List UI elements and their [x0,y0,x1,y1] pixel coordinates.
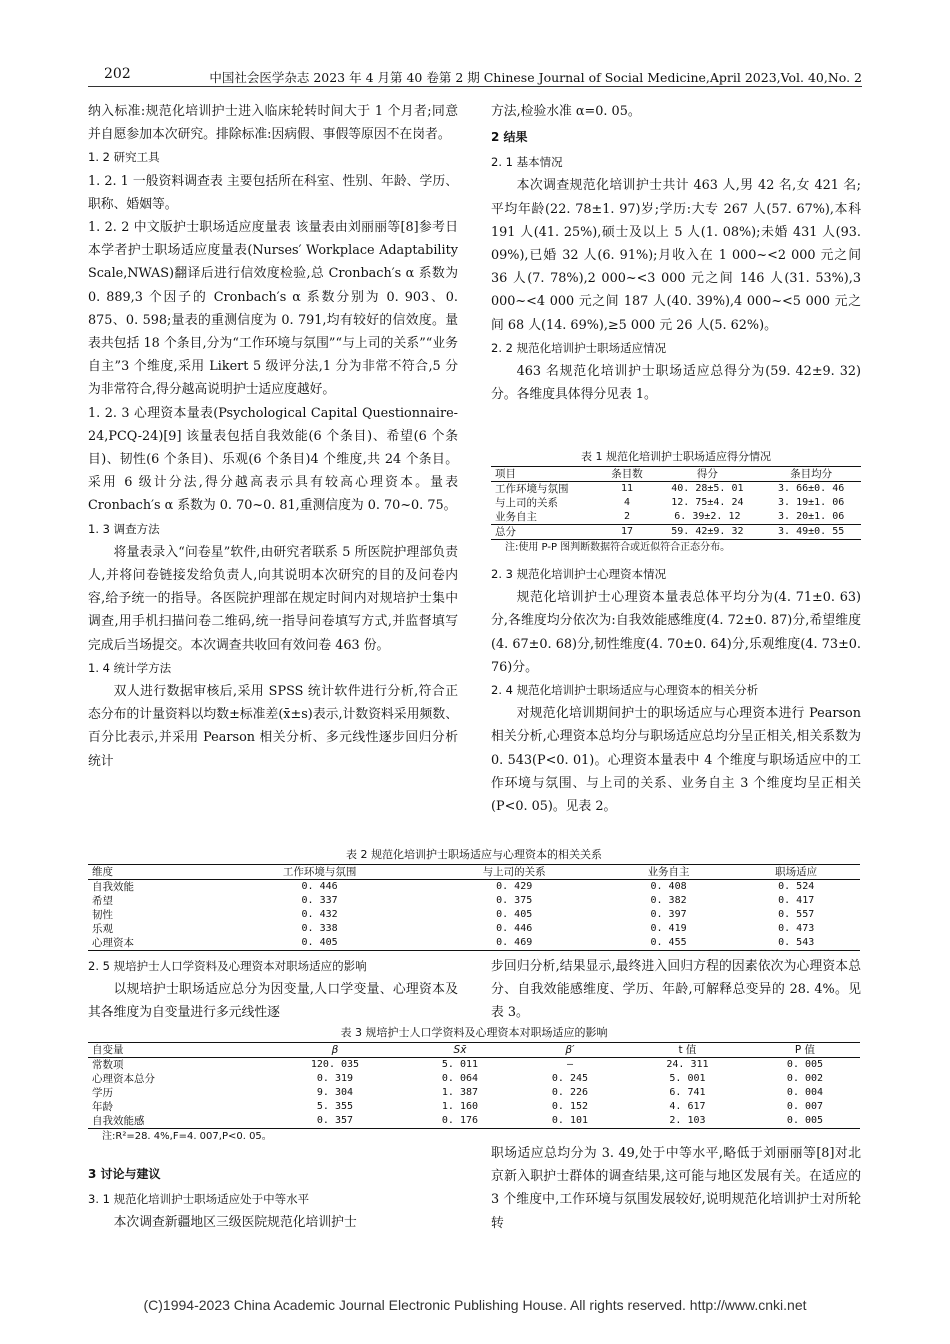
table-cell: 1. 387 [441,1087,479,1098]
table-cell: 0. 005 [786,1059,824,1070]
para-2-1: 本次调查规范化培训护士共计 463 人,男 42 名,女 421 名;平均年龄(22. 78±1. 97)岁;学历:大专 267 人(57. 67%),本科 191 人(41. 25%),硕士及以上 5 人(1. 08%);未婚 431 人(93. 09%),已婚 32 人(6. 91%);月收入在 1 000~<2 000 元之间 36 人(7. 78%),2 000~<3 000 元之间 146 人(31. 53%),3 000~<4 000 元之间 187 人(40. 39%),4 000~<5 000 元之间 68 人(14. 69%),≥5 000 元 26 人(5. 62%)。 [491,178,861,333]
table-3 [88,1024,860,1144]
table-cell: 0. 405 [301,937,338,948]
table-cell: 工作环境与氛围 [495,483,569,495]
table-cell: 3. 66±0. 46 [778,483,845,494]
table-3-header: t 值 [678,1044,697,1056]
table-3-header: β [331,1044,339,1056]
table-row [491,482,861,497]
heading-2-1: 2. 1 基本情况 [491,155,563,170]
table-cell: 40. 28±5. 01 [671,483,744,494]
table-row [88,1072,860,1086]
table-cell: 0. 419 [650,923,687,934]
left-column-top [88,100,458,773]
table-cell: 11 [620,483,633,494]
table-row [88,1058,860,1073]
table-1-header: 条目数 [611,468,643,480]
table-cell: 0. 405 [496,909,533,920]
table-cell: 12. 75±4. 24 [671,497,744,508]
table-1-header: 条目均分 [790,468,833,480]
table-2-header: 维度 [92,866,113,878]
table-cell: 与上司的关系 [495,497,558,509]
table-cell: 0. 408 [650,881,687,892]
table-cell: 5. 355 [316,1101,354,1112]
table-1 [491,448,861,555]
table-cell: 乐观 [92,923,113,935]
table-cell: 9. 304 [316,1087,354,1098]
table-1-header: 得分 [696,468,718,480]
table-cell: 0. 446 [301,881,338,892]
heading-3-1: 3. 1 规范化培训护士职场适应处于中等水平 [88,1192,310,1206]
table-cell: 心理资本总分 [92,1073,155,1085]
para-2-2: 463 名规范化培训护士职场适应总得分为(59. 42±9. 32)分。各维度具体得分见表 1。 [491,364,861,403]
table-cell: 0. 557 [778,909,815,920]
table-2-header: 与上司的关系 [482,866,546,878]
table-cell: 自我效能感 [92,1115,145,1127]
table-row [88,1100,860,1114]
table-cell: 17 [620,526,633,537]
para-2-4: 对规范化培训期间护士的职场适应与心理资本进行 Pearson 相关分析,心理资本总均分与职场适应总均分呈正相关,相关系数为 0. 543(P<0. 01)。心理资本量表中 4 个维度与职场适应中的工作环境与氛围、与上司的关系、业务自主 3 个维度均呈正相关(P<0. 05)。见表 2。 [491,706,861,815]
para-3-1-cont: 职场适应总均分为 3. 49,处于中等水平,略低于刘丽丽等[8]对北京新入职护士群体的调查结果,这可能与地区发展有关。在适应的 3 个维度中,工作环境与氛围发展较好,说明规范化培训护士对所轮转 [491,1146,861,1231]
table-cell: 0. 524 [778,881,815,892]
table-row [491,510,861,525]
table-cell: 0. 319 [316,1073,354,1084]
table-cell: 0. 446 [496,923,533,934]
table-row [88,936,860,951]
table-cell: 年龄 [92,1101,113,1113]
copyright-footer: (C)1994-2023 China Academic Journal Electronic Publishing House. All rights reserved. http://www.cnki.net [143,1297,807,1313]
table-cell: 学历 [92,1087,113,1099]
table-row [88,1114,860,1129]
table-cell: 3. 49±0. 55 [778,526,845,537]
heading-2-4: 2. 4 规范化培训护士职场适应与心理资本的相关分析 [491,683,759,698]
heading-1-3: 1. 3 调查方法 [88,521,160,536]
para-1-2-2: 1. 2. 2 中文版护士职场适应度量表 该量表由刘丽丽等[8]参考日本学者护士职场适应度量表(Nurses′ Workplace Adaptability Scale,NWAS)翻译后进行信效度检验,总 Cronbach′s α 系数为 0. 889,3 个因子的 Cronbach′s α 系数分别为 0. 903、0. 875、0. 598;量表的重测信度为 0. 791,均有较好的信效度。量表共包括 18 个条目,分为“工作环境与氛围”“与上司的关系”“业务自主”3 个维度,采用 Likert 5 级评分法,1 分为非常不符合,5 分为非常符合,得分越高说明护士适应度越好。 [88,220,458,398]
table-cell: 自我效能 [92,881,134,893]
table-cell: 0. 432 [301,909,338,920]
table-cell: 3. 19±1. 06 [778,497,845,508]
table-cell: 0. 397 [650,909,687,920]
para-1-3: 将量表录入“问卷星”软件,由研究者联系 5 所医院护理部负责人,并将问卷链接发给负责人,向其说明本次研究的目的及问卷内容,给予统一的指导。各医院护理部在规定时间内对规培护士集中调查,用手机扫描问卷二维码,统一指导问卷填写方式,并监督填写完成后当场提交。本次调查共收回有效问卷 463 份。 [88,544,458,653]
para-1-2-3: 1. 2. 3 心理资本量表(Psychological Capital Questionnaire-24,PCQ-24)[9] 该量表包括自我效能(6 个条目)、希望(6 个条目)、韧性(6 个条目)、乐观(6 个条目)4 个维度,共 24 个条目。采用 6 级计分法,得分越高表示具有较高心理资本。量表 Cronbach′s α 系数为 0. 70~0. 81,重测信度为 0. 70~0. 75。 [88,405,458,514]
table-cell: 0. 469 [496,937,533,948]
table-cell: 0. 429 [496,881,533,892]
table-1-note: 注:使用 P-P 图判断数据符合或近似符合正态分布。 [505,542,731,553]
table-cell: 0. 101 [551,1115,589,1126]
table-cell: 0. 002 [786,1073,824,1084]
para-cont-right: 方法,检验水准 α=0. 05。 [491,104,641,119]
table-2-header: 业务自主 [647,866,690,878]
table-cell: 0. 245 [551,1073,589,1084]
table-cell: 3. 20±1. 06 [778,511,845,522]
heading-2-2: 2. 2 规范化培训护士职场适应情况 [491,340,667,355]
table-2 [88,846,860,951]
table-cell: 0. 152 [551,1101,589,1112]
table-row [88,1086,860,1100]
para-2-5: 以规培护士职场适应总分为因变量,人口学变量、心理资本及其各维度为自变量进行多元线性逐 [88,982,458,1021]
table-cell: 0. 473 [778,923,815,934]
table-cell: 希望 [92,895,113,907]
heading-3: 3 讨论与建议 [88,1167,161,1181]
right-column-top-2 [491,563,861,818]
table-cell: 6. 741 [669,1087,706,1098]
right-column-mid [491,955,861,1025]
table-1-caption: 表 1 规范化培训护士职场适应得分情况 [581,450,771,463]
right-column-top [491,100,861,406]
para-1-4: 双人进行数据审核后,采用 SPSS 统计软件进行分析,符合正态分布的计量资料以均数±标准差(x̄±s)表示,计数资料采用频数、百分比表示,并采用 Pearson 相关分析、多元线性逐步回归分析统计 [88,684,458,769]
table-row [88,880,860,895]
table-3-header: β′ [565,1044,575,1056]
table-2-caption: 表 2 规范化培训护士职场适应与心理资本的相关关系 [346,848,602,861]
page-number: 202 [104,66,131,82]
table-row [491,496,861,510]
table-3-note: 注:R²=28. 4%,F=4. 007,P<0. 05。 [102,1131,272,1142]
table-cell: 心理资本 [92,937,134,949]
table-2-header: 工作环境与氛围 [282,866,357,878]
para-1-2-1: 1. 2. 1 一般资料调查表 主要包括所在科室、性别、年龄、学历、职称、婚姻等。 [88,173,458,212]
table-cell: 总分 [495,526,516,538]
table-cell: 0. 455 [650,937,687,948]
table-cell: 0. 007 [786,1101,824,1112]
table-cell: 0. 338 [301,923,338,934]
page-header [88,66,862,87]
table-row [88,922,860,936]
table-3-header: Sx̄ [453,1044,467,1056]
table-cell: 120. 035 [310,1059,360,1070]
table-cell: 0. 543 [778,937,815,948]
right-column-bottom [491,1142,861,1235]
table-cell: 0. 375 [496,895,533,906]
table-cell: 24. 311 [666,1059,709,1070]
table-cell: 4. 617 [669,1101,706,1112]
table-cell: 59. 42±9. 32 [671,526,744,537]
table-3-header: P 值 [794,1044,816,1056]
table-cell: 业务自主 [495,511,537,523]
table-2-header: 职场适应 [775,866,818,878]
table-3-header: 自变量 [92,1044,124,1056]
heading-2-5: 2. 5 规培护士人口学资料及心理资本对职场适应的影响 [88,959,367,973]
para-2-3: 规范化培训护士心理资本量表总体平均分为(4. 71±0. 63)分,各维度均分依次为:自我效能感维度(4. 72±0. 87)分,希望维度(4. 67±0. 68)分,韧性维度(4. 70±0. 64)分,乐观维度(4. 73±0. 76)分。 [491,590,861,675]
table-cell: 0. 337 [301,895,338,906]
table-cell: 5. 011 [441,1059,479,1070]
table-row [88,894,860,908]
table-cell: 0. 382 [650,895,687,906]
table-3-caption: 表 3 规培护士人口学资料及心理资本对职场适应的影响 [340,1026,608,1039]
table-cell: 0. 004 [786,1087,824,1098]
table-cell: 4 [623,497,630,508]
table-cell: 0. 417 [778,895,815,906]
table-cell: 韧性 [92,909,113,921]
table-cell: 2 [623,511,630,522]
heading-2: 2 结果 [491,130,528,145]
table-cell: 常数项 [92,1059,124,1071]
table-cell: — [566,1059,573,1070]
running-title: 中国社会医学杂志 2023 年 4 月第 40 卷第 2 期 Chinese Journal of Social Medicine,April 2023,Vol. 40,No. 2 [209,70,862,85]
table-cell: 1. 160 [441,1101,479,1112]
left-column-mid [88,955,458,1025]
table-1-header: 项目 [495,468,516,480]
table-cell: 0. 005 [786,1115,824,1126]
table-cell: 0. 176 [441,1115,479,1126]
para-2-5-cont: 步回归分析,结果显示,最终进入回归方程的因素依次为心理资本总分、自我效能感维度、学历、年龄,可解释总变异的 28. 4%。见表 3。 [491,959,861,1021]
table-cell: 5. 001 [669,1073,706,1084]
table-row [88,908,860,922]
table-cell: 0. 357 [316,1115,354,1126]
left-column-bottom [88,1160,458,1234]
para-3-1: 本次调查新疆地区三级医院规范化培训护士 [113,1215,357,1231]
inclusion-criteria: 纳入标准:规范化培训护士进入临床轮转时间大于 1 个月者;同意并自愿参加本次研究。排除标准:因病假、事假等原因不在岗者。 [88,104,458,143]
table-cell: 0. 064 [441,1073,479,1084]
table-row [491,525,861,540]
heading-2-3: 2. 3 规范化培训护士心理资本情况 [491,567,667,581]
heading-1-4: 1. 4 统计学方法 [88,660,172,675]
heading-1-2: 1. 2 研究工具 [88,150,160,165]
table-cell: 0. 226 [551,1087,589,1098]
table-cell: 2. 103 [669,1115,706,1126]
table-cell: 6. 39±2. 12 [674,511,741,522]
